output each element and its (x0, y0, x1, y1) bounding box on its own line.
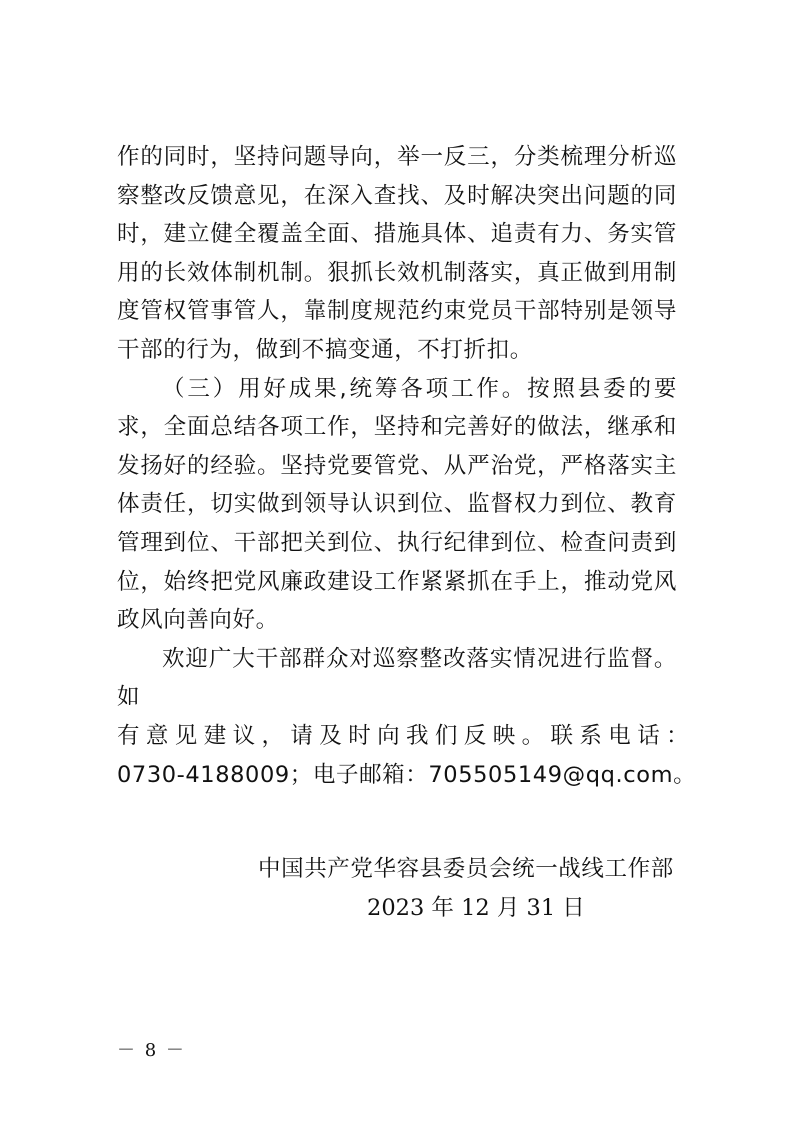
contact-phone-email: 0730-4188009；电子邮箱：705505149@qq.com。 (117, 761, 697, 788)
contact-intro-text: 欢迎广大干部群众对巡察整改落实情况进行监督。如 (117, 645, 677, 711)
signature-organization: 中国共产党华容县委员会统一战线工作部 (258, 856, 674, 882)
document-body (117, 138, 697, 794)
paragraph-continuation: 作的同时，坚持问题导向，举一反三，分类梳理分析巡察整改反馈意见，在深入查找、及时解决突出问题的同时，建立健全覆盖全面、措施具体、追责有力、务实管用的长效体制机制。狠抓长效机制落实，真正做到用制度管权管事管人，靠制度规范约束党员干部特别是领导干部的行为，做到不搞变通，不打折扣。 (117, 144, 677, 363)
contact-phone-label: 有意见建议，请及时向我们反映。联系电话： (117, 722, 696, 749)
signature-date: 2023 年 12 月 31 日 (367, 895, 585, 921)
paragraph-section-three: （三）用好成果,统筹各项工作。按照县委的要求，全面总结各项工作，坚持和完善好的做法，继承和发扬好的经验。坚持党要管党、从严治党，严格落实主体责任，切实做到领导认识到位、监督权力到位、教育管理到位、干部把关到位、执行纪律到位、检查问责到位，始终把党风廉政建设工作紧紧抓在手上，推动党风政风向善向好。 (117, 375, 677, 634)
paragraph-contact-info (117, 640, 697, 794)
page-number: － 8 － (117, 1040, 186, 1061)
